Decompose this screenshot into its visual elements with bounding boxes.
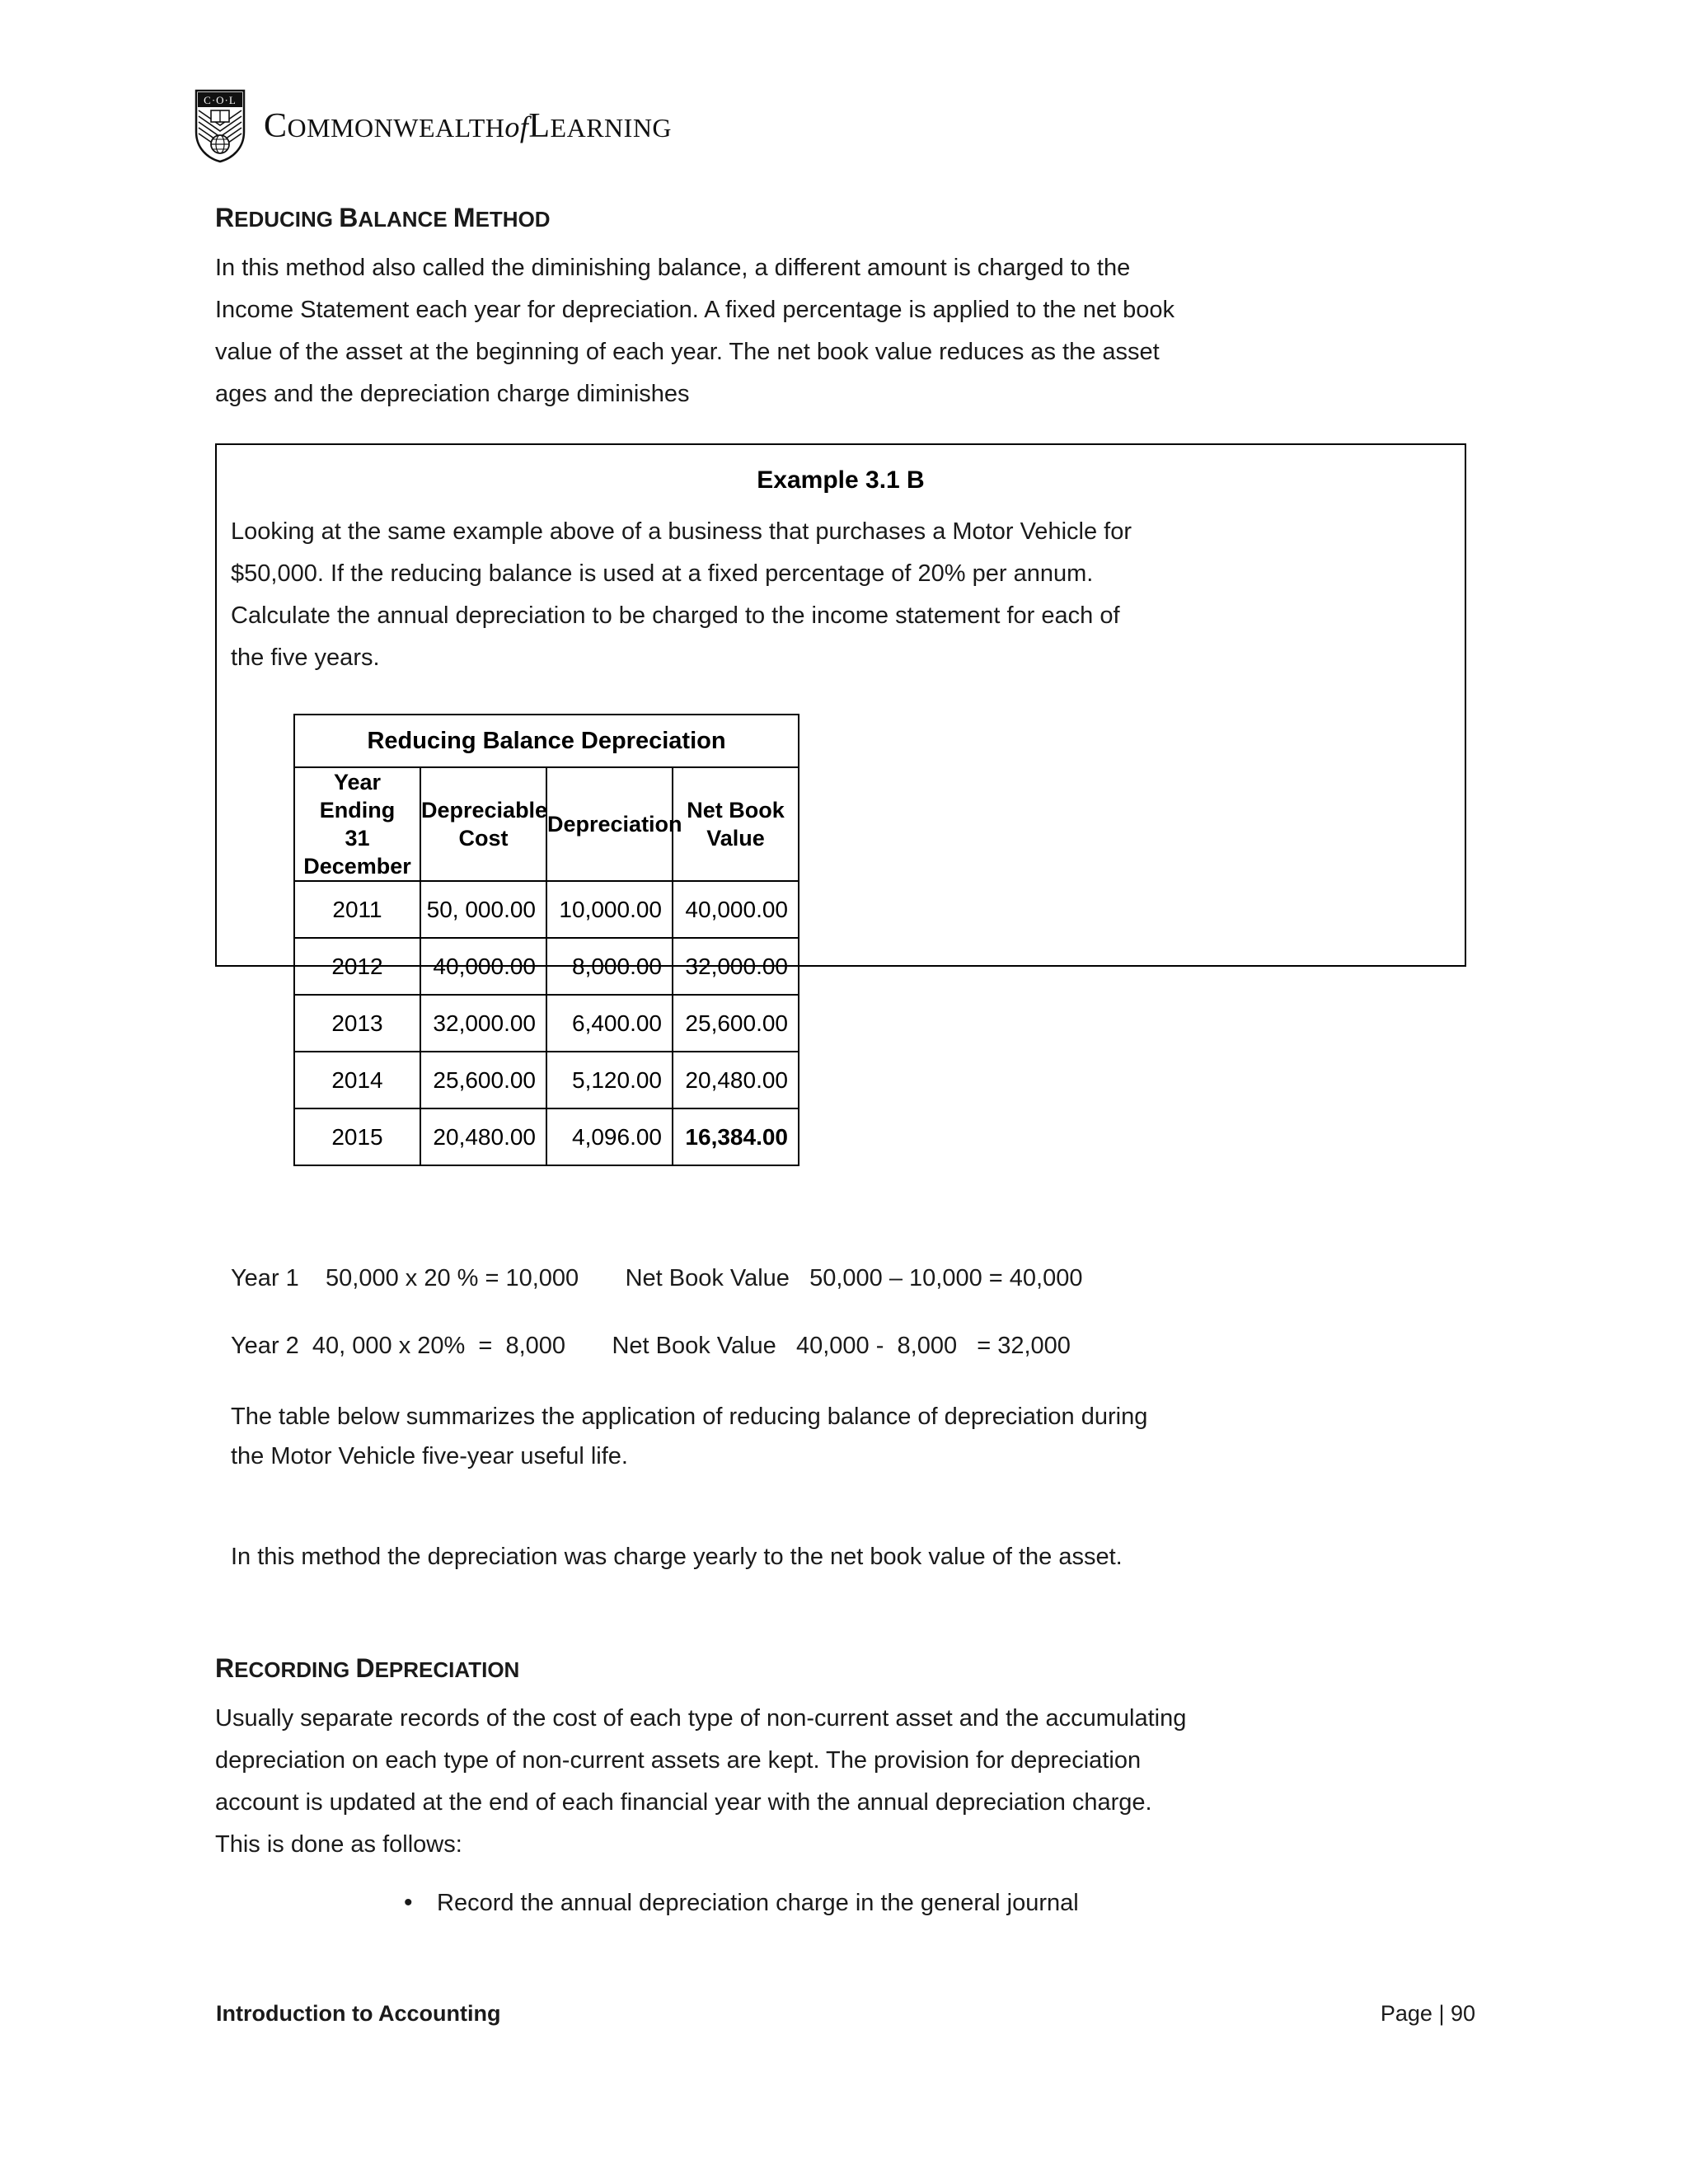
cell-year: 2011 (294, 881, 420, 938)
cell-net-book-value: 32,000.00 (673, 938, 799, 995)
heading-text-ecording: ECORDING (234, 1657, 356, 1682)
calculation-year-2: Year 2 40, 000 x 20% = 8,000 Net Book Value 40,000 - 8,000 = 32,000 (231, 1333, 1071, 1359)
cell-depreciable-cost: 25,600.00 (420, 1052, 546, 1108)
cell-net-book-value: 25,600.00 (673, 995, 799, 1052)
bullet-marker-icon: • (404, 1889, 413, 1916)
summary-line-2: the Motor Vehicle five-year useful life. (231, 1443, 628, 1469)
example-intro-paragraph (231, 511, 1335, 679)
cell-year: 2012 (294, 938, 420, 995)
footer-document-title: Introduction to Accounting (216, 2001, 501, 2026)
cell-depreciation: 6,400.00 (546, 995, 673, 1052)
wordmark-ommonwealth: OMMONWEALTH (287, 113, 505, 143)
wordmark-l: L (528, 107, 551, 145)
col-head-line2: Value (706, 826, 765, 851)
intro-line-2: Income Statement each year for depreciation. A fixed percentage is applied to the net book (215, 297, 1175, 323)
table-header-row (294, 767, 799, 881)
intro-line-3: value of the asset at the beginning of each year. The net book value reduces as the asset (215, 339, 1160, 365)
intro-paragraph (215, 247, 1451, 415)
col-head-line1: Net Book (687, 798, 785, 823)
wordmark-of: of (504, 110, 529, 143)
col-head-line1: Depreciation (547, 812, 682, 837)
heading-text-alance: ALANCE (358, 207, 453, 232)
heading-cap-b: B (339, 203, 359, 232)
column-header-year-ending (294, 767, 420, 881)
cell-depreciation: 4,096.00 (546, 1108, 673, 1165)
col-wordmark (264, 109, 672, 143)
column-header-net-book-value (673, 767, 799, 881)
recording-line-3: account is updated at the end of each financial year with the annual depreciation charge. (215, 1789, 1152, 1816)
heading-recording-depreciation (215, 1655, 519, 1681)
table-title-row (294, 715, 799, 767)
cell-depreciable-cost: 50, 000.00 (420, 881, 546, 938)
table-row (294, 938, 799, 995)
list-item (404, 1885, 1079, 1921)
closing-line: In this method the depreciation was charge yearly to the net book value of the asset. (231, 1544, 1123, 1570)
intro-line-1: In this method also called the diminishing balance, a different amount is charged to the (215, 255, 1131, 281)
col-head-line2: 31 December (303, 826, 411, 879)
list-item-label: Record the annual depreciation charge in the general journal (437, 1890, 1079, 1916)
col-head-line1: Year Ending (319, 770, 396, 823)
cell-net-book-value: 20,480.00 (673, 1052, 799, 1108)
summary-paragraph (231, 1397, 1343, 1476)
example-intro-line-3: Calculate the annual depreciation to be charged to the income statement for each of (231, 602, 1120, 629)
summary-line-1: The table below summarizes the application of reducing balance of depreciation during (231, 1404, 1148, 1430)
recording-line-4: This is done as follows: (215, 1831, 462, 1858)
wordmark-earning: EARNING (550, 113, 673, 143)
cell-year: 2014 (294, 1052, 420, 1108)
example-intro-line-2: $50,000. If the reducing balance is used at a fixed percentage of 20% per annum. (231, 560, 1094, 587)
cell-net-book-value: 40,000.00 (673, 881, 799, 938)
svg-text:C·O·L: C·O·L (204, 94, 237, 106)
column-header-depreciation (546, 767, 682, 881)
col-logo-header (195, 89, 672, 163)
heading-text-educing: EDUCING (234, 207, 340, 232)
heading-cap-r: R (215, 203, 235, 232)
recording-paragraph (215, 1698, 1468, 1866)
heading-reducing-balance-method (215, 204, 551, 231)
col-head-line1: Depreciable (421, 798, 548, 823)
calculation-year-1: Year 1 50,000 x 20 % = 10,000 Net Book Value 50,000 – 10,000 = 40,000 (231, 1265, 1083, 1291)
table-title-cell: Reducing Balance Depreciation (294, 715, 799, 767)
table-row (294, 995, 799, 1052)
reducing-balance-depreciation-table (293, 714, 799, 1166)
cell-depreciable-cost: 40,000.00 (420, 938, 546, 995)
cell-depreciable-cost: 20,480.00 (420, 1108, 546, 1165)
heading-cap-r: R (215, 1653, 235, 1683)
heading-cap-d: D (355, 1653, 375, 1683)
recording-line-1: Usually separate records of the cost of each type of non-current asset and the accumulating (215, 1705, 1187, 1732)
example-intro-line-1: Looking at the same example above of a business that purchases a Motor Vehicle for (231, 518, 1132, 545)
cell-depreciation: 10,000.00 (546, 881, 673, 938)
intro-line-4: ages and the depreciation charge diminishes (215, 381, 690, 407)
heading-text-ethod: ETHOD (475, 207, 551, 232)
example-intro-line-4: the five years. (231, 644, 380, 671)
heading-text-epreciation: EPRECIATION (374, 1657, 520, 1682)
cell-year: 2015 (294, 1108, 420, 1165)
example-title: Example 3.1 B (757, 466, 925, 494)
cell-year: 2013 (294, 995, 420, 1052)
table-row (294, 881, 799, 938)
globe-icon (211, 135, 229, 153)
col-head-line2: Cost (458, 826, 509, 851)
heading-cap-m: M (452, 203, 476, 232)
column-header-depreciable-cost (420, 767, 546, 881)
table-row (294, 1052, 799, 1108)
cell-net-book-value: 16,384.00 (673, 1108, 799, 1165)
wordmark-c: C (264, 107, 288, 145)
table-row (294, 1108, 799, 1165)
cell-depreciable-cost: 32,000.00 (420, 995, 546, 1052)
recording-line-2: depreciation on each type of non-current assets are kept. The provision for depreciation (215, 1747, 1142, 1774)
footer-page-number: Page | 90 (1380, 2001, 1475, 2026)
cell-depreciation: 5,120.00 (546, 1052, 673, 1108)
cell-depreciation: 8,000.00 (546, 938, 673, 995)
col-shield-icon (195, 89, 246, 163)
